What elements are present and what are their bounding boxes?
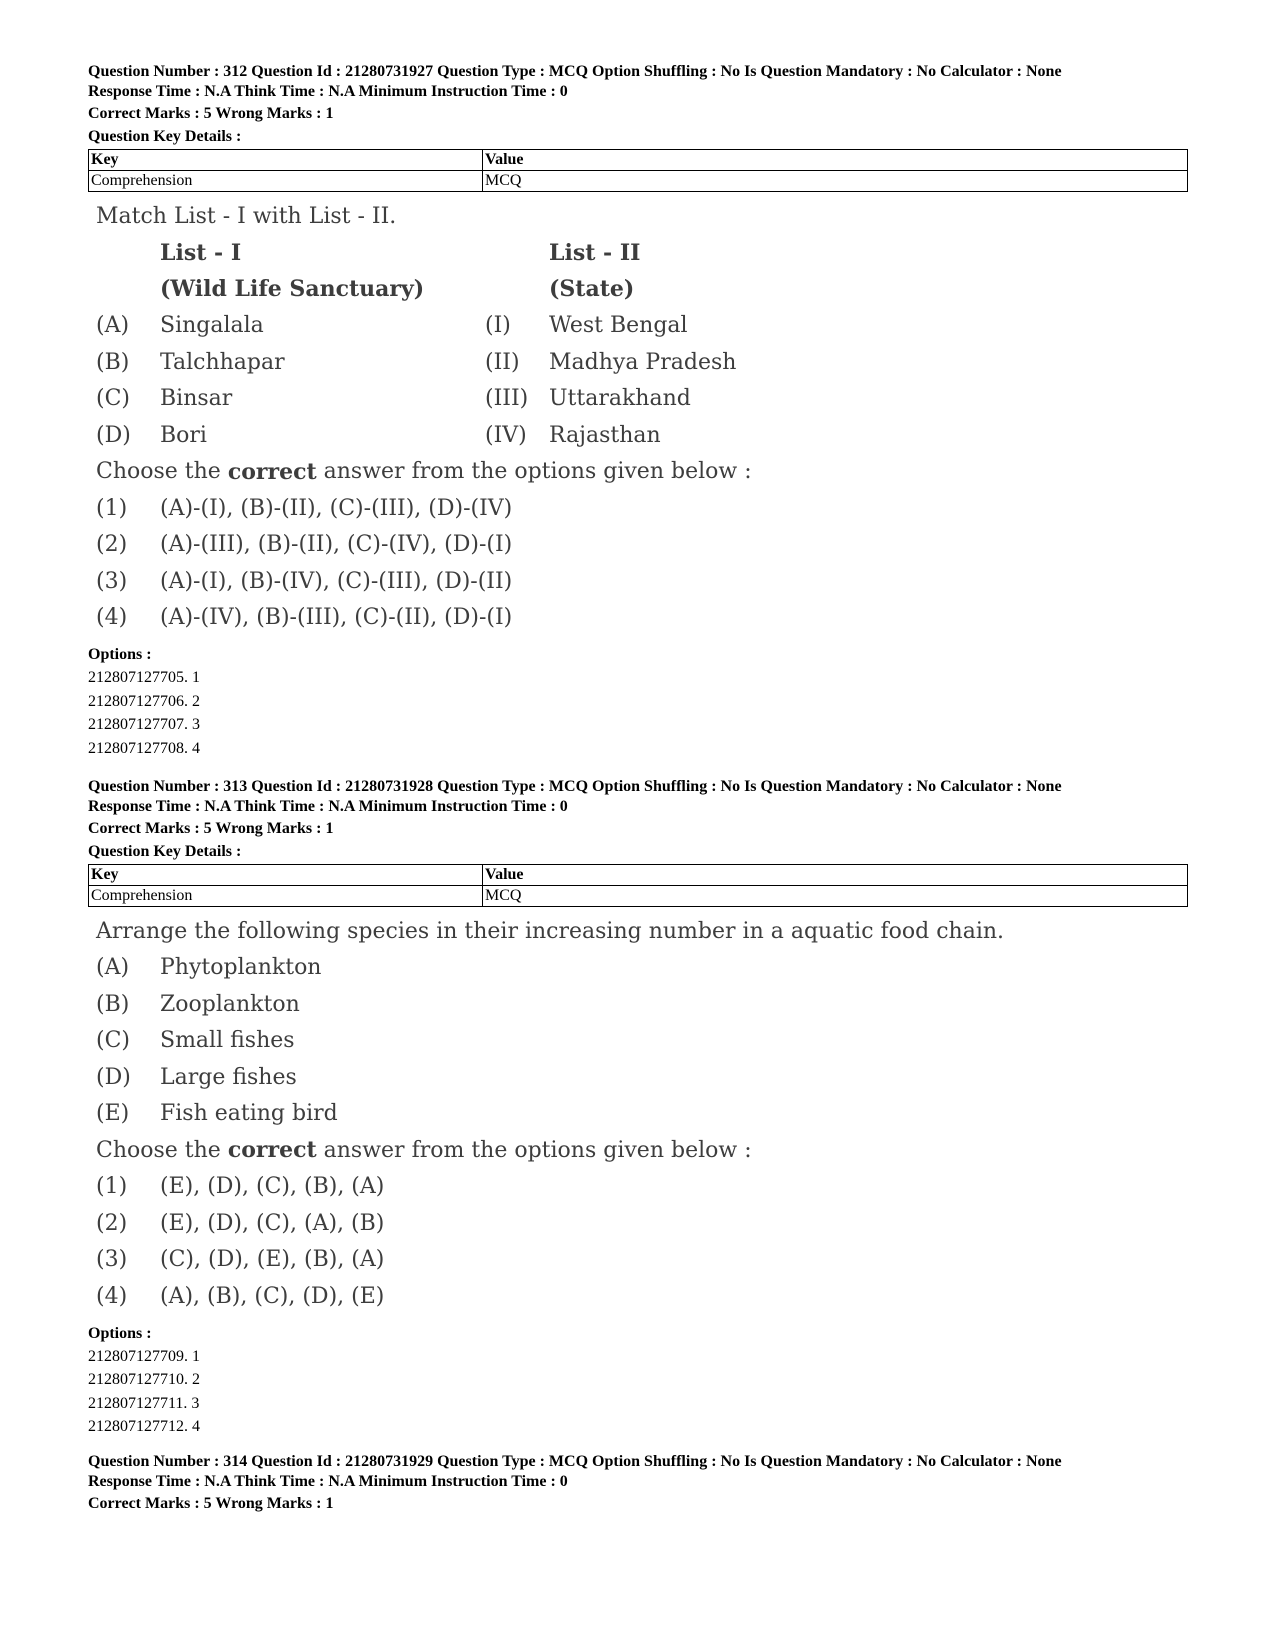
match-row — [96, 344, 1188, 381]
key-column-header: Key — [89, 150, 483, 171]
value-column-header: Value — [483, 150, 1188, 171]
list1-label: (C) — [96, 386, 130, 412]
answer-number: (1) — [96, 1174, 128, 1200]
species-item — [96, 986, 1188, 1023]
answer-text: (C), (D), (E), (B), (A) — [160, 1247, 385, 1273]
list2-label: (III) — [485, 386, 529, 412]
answer-text: (E), (D), (C), (B), (A) — [160, 1174, 385, 1200]
question-intro: Arrange the following species in their increasing number in a aquatic food chain. — [96, 918, 1005, 944]
species-item — [96, 950, 1188, 987]
question-body — [96, 913, 1188, 1315]
option-item: 212807127708. 4 — [88, 739, 200, 757]
list2-label: (II) — [485, 349, 520, 375]
species-name: Zooplankton — [160, 991, 300, 1017]
list2-title: List - II — [549, 239, 641, 266]
species-label: (B) — [96, 991, 130, 1017]
option-item: 212807127711. 3 — [88, 1394, 200, 1412]
question-header-line1: Question Number : 312 Question Id : 21280731927 Question Type : MCQ Option Shuffling : No Is Question Mandatory : No Calculator : None — [88, 63, 1062, 80]
list2-item: Uttarakhand — [549, 386, 691, 412]
species-item — [96, 1023, 1188, 1060]
list1-title: List - I — [160, 239, 242, 266]
key-details-label: Question Key Details : — [88, 843, 242, 860]
option-item: 212807127712. 4 — [88, 1418, 200, 1435]
question-header-line2: Response Time : N.A Think Time : N.A Minimum Instruction Time : 0 — [88, 82, 568, 100]
choose-text-bold: correct — [227, 458, 317, 485]
list1-item: Bori — [160, 422, 207, 448]
choose-text-bold: correct — [227, 1137, 317, 1164]
key-details-label: Question Key Details : — [88, 128, 242, 145]
species-label: (E) — [96, 1101, 130, 1127]
match-row — [96, 308, 1188, 345]
species-name: Fish eating bird — [160, 1101, 338, 1127]
choose-text-post: answer from the options given below : — [316, 1137, 752, 1163]
answer-choice — [96, 1242, 1188, 1279]
answer-number: (4) — [96, 605, 128, 631]
species-name: Phytoplankton — [160, 955, 322, 981]
question-314 — [88, 1452, 1188, 1513]
list1-subtitle: (Wild Life Sanctuary) — [160, 276, 425, 303]
question-header-line2: Response Time : N.A Think Time : N.A Minimum Instruction Time : 0 — [88, 1472, 568, 1490]
key-column-header: Key — [89, 865, 483, 886]
option-item: 212807127710. 2 — [88, 1371, 200, 1388]
value-cell: MCQ — [483, 171, 1188, 192]
question-header-line1: Question Number : 314 Question Id : 21280731929 Question Type : MCQ Option Shuffling : No Is Question Mandatory : No Calculator : None — [88, 1453, 1062, 1470]
question-intro: Match List - I with List - II. — [96, 203, 397, 229]
list1-item: Singalala — [160, 313, 264, 339]
species-name: Large fishes — [160, 1064, 297, 1090]
list2-subtitle: (State) — [549, 276, 635, 303]
list2-label: (IV) — [485, 422, 527, 448]
answer-choice — [96, 490, 1188, 527]
marks-line: Correct Marks : 5 Wrong Marks : 1 — [88, 105, 334, 122]
option-item: 212807127709. 1 — [88, 1347, 200, 1365]
list1-label: (B) — [96, 349, 130, 375]
list1-item: Talchhapar — [160, 349, 285, 375]
answer-choice — [96, 527, 1188, 564]
options-label: Options : — [88, 1324, 152, 1342]
answer-choice — [96, 1205, 1188, 1242]
species-label: (D) — [96, 1064, 131, 1090]
species-item — [96, 1096, 1188, 1133]
choose-text-pre: Choose the — [96, 1137, 228, 1163]
choose-instruction — [96, 454, 1188, 491]
question-body — [96, 198, 1188, 636]
species-label: (C) — [96, 1028, 130, 1054]
question-header-line2: Response Time : N.A Think Time : N.A Minimum Instruction Time : 0 — [88, 797, 568, 815]
answer-text: (E), (D), (C), (A), (B) — [160, 1210, 385, 1236]
answer-text: (A)-(I), (B)-(II), (C)-(III), (D)-(IV) — [160, 495, 513, 521]
answer-number: (1) — [96, 495, 128, 521]
choose-text-pre: Choose the — [96, 459, 228, 485]
choose-text-post: answer from the options given below : — [316, 459, 752, 485]
answer-number: (4) — [96, 1283, 128, 1309]
answer-choice — [96, 563, 1188, 600]
list1-item: Binsar — [160, 386, 233, 412]
list1-label: (A) — [96, 313, 130, 339]
answer-choice — [96, 1169, 1188, 1206]
answer-number: (2) — [96, 532, 128, 558]
value-column-header: Value — [483, 865, 1188, 886]
answer-choice — [96, 600, 1188, 637]
list1-label: (D) — [96, 422, 131, 448]
marks-line: Correct Marks : 5 Wrong Marks : 1 — [88, 820, 334, 837]
choose-instruction — [96, 1132, 1188, 1169]
list-header-row — [96, 235, 1188, 272]
key-cell: Comprehension — [89, 886, 483, 907]
answer-text: (A)-(IV), (B)-(III), (C)-(II), (D)-(I) — [160, 605, 513, 631]
list2-label: (I) — [485, 313, 511, 339]
key-details-table — [88, 149, 1188, 192]
question-312 — [88, 62, 1188, 760]
answer-text: (A), (B), (C), (D), (E) — [160, 1283, 385, 1309]
value-cell: MCQ — [483, 886, 1188, 907]
list2-item: West Bengal — [549, 313, 688, 339]
options-label: Options : — [88, 646, 152, 663]
answer-text: (A)-(III), (B)-(II), (C)-(IV), (D)-(I) — [160, 532, 513, 558]
match-row — [96, 381, 1188, 418]
key-cell: Comprehension — [89, 171, 483, 192]
list2-item: Rajasthan — [549, 422, 661, 448]
match-row — [96, 417, 1188, 454]
option-item: 212807127706. 2 — [88, 692, 200, 710]
key-details-table — [88, 864, 1188, 907]
list2-item: Madhya Pradesh — [549, 349, 737, 375]
species-name: Small fishes — [160, 1028, 295, 1054]
question-header-line1: Question Number : 313 Question Id : 21280731928 Question Type : MCQ Option Shuffling : No Is Question Mandatory : No Calculator : None — [88, 778, 1062, 795]
species-label: (A) — [96, 955, 130, 981]
option-item: 212807127705. 1 — [88, 669, 200, 686]
option-item: 212807127707. 3 — [88, 716, 200, 733]
answer-text: (A)-(I), (B)-(IV), (C)-(III), (D)-(II) — [160, 568, 513, 594]
list-subheader-row — [96, 271, 1188, 308]
question-313 — [88, 777, 1188, 1439]
answer-number: (3) — [96, 568, 128, 594]
species-item — [96, 1059, 1188, 1096]
answer-number: (3) — [96, 1247, 128, 1273]
marks-line: Correct Marks : 5 Wrong Marks : 1 — [88, 1495, 334, 1512]
answer-number: (2) — [96, 1210, 128, 1236]
answer-choice — [96, 1278, 1188, 1315]
